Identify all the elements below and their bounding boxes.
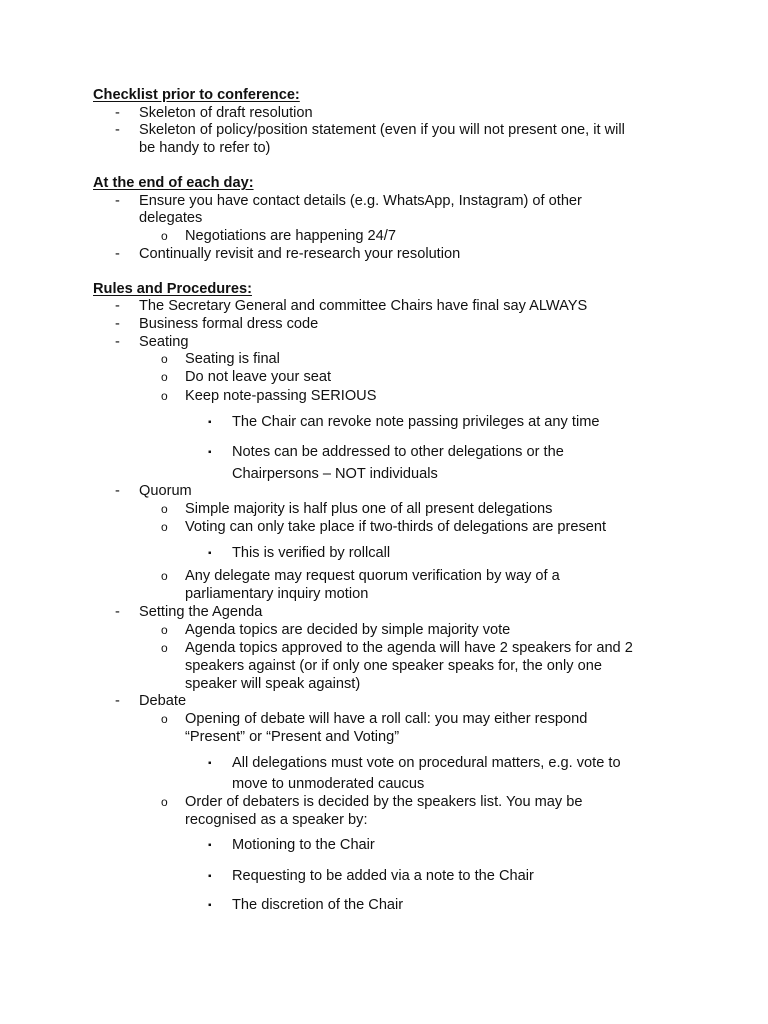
- list-item: Agenda topics approved to the agenda will have 2 speakers for and 2: [185, 640, 633, 656]
- list-item: Motioning to the Chair: [232, 837, 375, 853]
- circle-bullet: o: [161, 370, 168, 384]
- square-bullet: ▪: [208, 900, 212, 911]
- list-item: The Chair can revoke note passing privileges at any time: [232, 414, 600, 430]
- list-item: Order of debaters is decided by the speakers list. You may be: [185, 794, 583, 810]
- list-item-continuation: Chairpersons – NOT individuals: [232, 466, 438, 482]
- circle-bullet: o: [161, 641, 168, 655]
- list-item: Requesting to be added via a note to the Chair: [232, 868, 534, 884]
- circle-bullet: o: [161, 569, 168, 583]
- square-bullet: ▪: [208, 417, 212, 428]
- circle-bullet: o: [161, 502, 168, 516]
- list-item: Ensure you have contact details (e.g. WhatsApp, Instagram) of other: [139, 193, 582, 209]
- list-item-continuation: be handy to refer to): [139, 140, 271, 156]
- list-item-continuation: “Present” or “Present and Voting”: [185, 729, 400, 745]
- dash-bullet: -: [115, 604, 120, 620]
- list-item: Skeleton of draft resolution: [139, 105, 313, 121]
- dash-bullet: -: [115, 105, 120, 121]
- dash-bullet: -: [115, 483, 120, 499]
- list-item: Any delegate may request quorum verification by way of a: [185, 568, 560, 584]
- list-item-continuation: parliamentary inquiry motion: [185, 586, 369, 602]
- list-item: Seating: [139, 334, 189, 350]
- list-item: The discretion of the Chair: [232, 897, 404, 913]
- section-heading-checklist: Checklist prior to conference:: [93, 87, 300, 103]
- dash-bullet: -: [115, 122, 120, 138]
- square-bullet: ▪: [208, 548, 212, 559]
- list-item: Business formal dress code: [139, 316, 319, 332]
- list-item: Do not leave your seat: [185, 369, 332, 385]
- list-item: Negotiations are happening 24/7: [185, 228, 396, 244]
- square-bullet: ▪: [208, 871, 212, 882]
- list-item: Simple majority is half plus one of all present delegations: [185, 501, 553, 517]
- list-item: Setting the Agenda: [139, 604, 263, 620]
- circle-bullet: o: [161, 623, 168, 637]
- list-item: Skeleton of policy/position statement (even if you will not present one, it will: [139, 122, 625, 138]
- square-bullet: ▪: [208, 758, 212, 769]
- list-item-continuation: speaker will speak against): [185, 676, 361, 692]
- dash-bullet: -: [115, 193, 120, 209]
- circle-bullet: o: [161, 795, 168, 809]
- list-item: Debate: [139, 693, 187, 709]
- list-item: The Secretary General and committee Chairs have final say ALWAYS: [139, 298, 588, 314]
- circle-bullet: o: [161, 229, 168, 243]
- circle-bullet: o: [161, 712, 168, 726]
- dash-bullet: -: [115, 298, 120, 314]
- circle-bullet: o: [161, 520, 168, 534]
- list-item: All delegations must vote on procedural matters, e.g. vote to: [232, 755, 621, 771]
- square-bullet: ▪: [208, 840, 212, 851]
- dash-bullet: -: [115, 316, 120, 332]
- list-item: Agenda topics are decided by simple majority vote: [185, 622, 511, 638]
- list-item: Seating is final: [185, 351, 280, 367]
- list-item-continuation: recognised as a speaker by:: [185, 812, 368, 828]
- list-item-continuation: speakers against (or if only one speaker speaks for, the only one: [185, 658, 602, 674]
- circle-bullet: o: [161, 389, 168, 403]
- square-bullet: ▪: [208, 447, 212, 458]
- list-item-continuation: delegates: [139, 210, 203, 226]
- list-item: Notes can be addressed to other delegations or the: [232, 444, 564, 460]
- list-item: Voting can only take place if two-thirds of delegations are present: [185, 519, 607, 535]
- list-item-continuation: move to unmoderated caucus: [232, 776, 425, 792]
- list-item: Quorum: [139, 483, 192, 499]
- dash-bullet: -: [115, 246, 120, 262]
- dash-bullet: -: [115, 693, 120, 709]
- section-heading-rules: Rules and Procedures:: [93, 281, 252, 297]
- circle-bullet: o: [161, 352, 168, 366]
- list-item: This is verified by rollcall: [232, 545, 391, 561]
- list-item: Keep note-passing SERIOUS: [185, 388, 377, 404]
- list-item: Continually revisit and re-research your resolution: [139, 246, 461, 262]
- dash-bullet: -: [115, 334, 120, 350]
- section-heading-end-of-day: At the end of each day:: [93, 175, 254, 191]
- list-item: Opening of debate will have a roll call: you may either respond: [185, 711, 588, 727]
